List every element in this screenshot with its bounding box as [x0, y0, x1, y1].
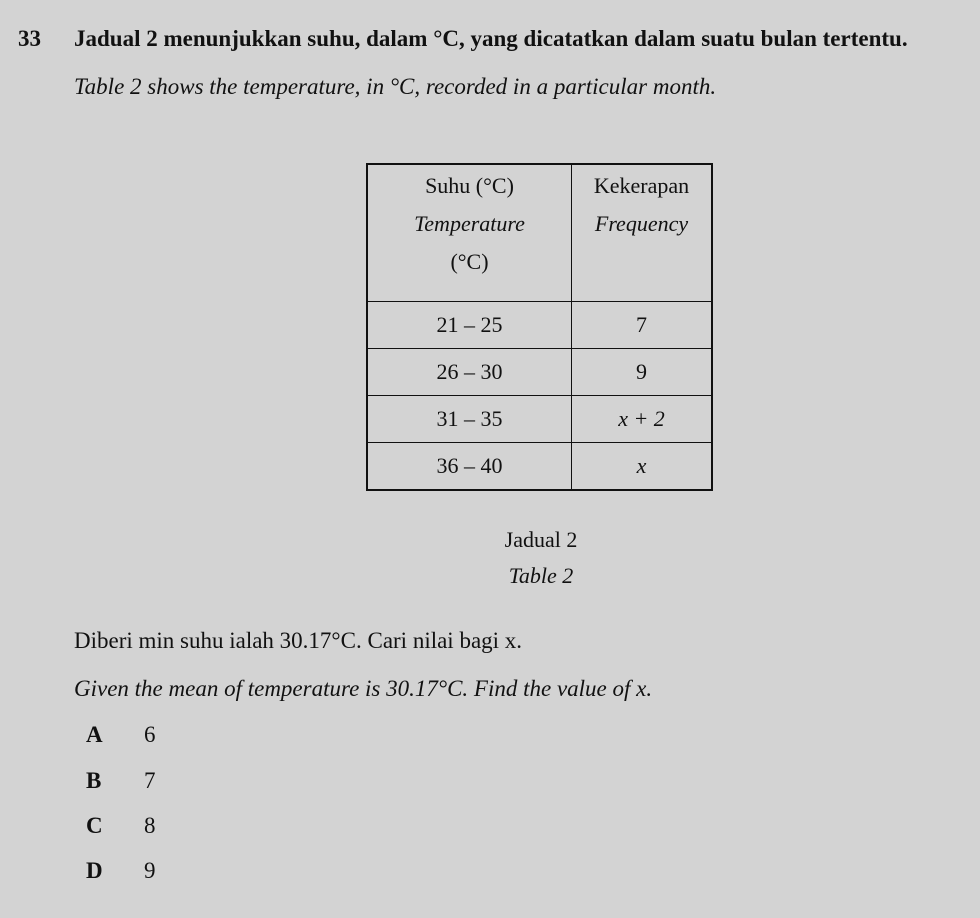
header-frequency: [572, 164, 713, 302]
table-row: [367, 349, 712, 396]
frequency-cell: 9: [572, 349, 713, 396]
header-temperature-malay: Suhu (°C): [425, 173, 514, 198]
given-text-malay: Diberi min suhu ialah 30.17°C. Cari nilai bagi x.: [74, 628, 523, 653]
table-row: [367, 396, 712, 443]
table-caption-english: Table 2: [508, 563, 574, 588]
option-value: 6: [144, 722, 156, 747]
table-header-row: [367, 164, 712, 302]
option-letter: A: [86, 722, 103, 747]
question-number: 33: [18, 26, 41, 51]
header-temperature-english: Temperature: [414, 211, 525, 236]
option-value: 8: [144, 813, 156, 838]
option-value: 7: [144, 768, 156, 793]
table-caption-malay: Jadual 2: [504, 527, 578, 552]
frequency-cell: x + 2: [572, 396, 713, 443]
temperature-cell: 21 – 25: [367, 302, 572, 349]
question-text-malay: Jadual 2 menunjukkan suhu, dalam °C, yang dicatatkan dalam suatu bulan tertentu.: [74, 26, 908, 51]
temperature-cell: 31 – 35: [367, 396, 572, 443]
temperature-cell: 36 – 40: [367, 443, 572, 491]
option-d[interactable]: [86, 858, 156, 884]
option-letter: D: [86, 858, 103, 883]
question-text-english: Table 2 shows the temperature, in °C, recorded in a particular month.: [74, 74, 717, 99]
given-text-english: Given the mean of temperature is 30.17°C. Find the value of x.: [74, 676, 653, 701]
header-temperature: [367, 164, 572, 302]
temperature-cell: 26 – 30: [367, 349, 572, 396]
header-frequency-english: Frequency: [594, 211, 689, 236]
header-frequency-malay: Kekerapan: [593, 173, 690, 198]
option-letter: B: [86, 768, 102, 793]
option-a[interactable]: [86, 722, 156, 748]
header-temperature-unit: (°C): [450, 249, 489, 274]
option-letter: C: [86, 813, 103, 838]
frequency-table: [366, 163, 713, 491]
frequency-cell: x: [572, 443, 713, 491]
table-row: [367, 302, 712, 349]
frequency-cell: 7: [572, 302, 713, 349]
option-value: 9: [144, 858, 156, 883]
option-b[interactable]: [86, 768, 156, 794]
table-row: [367, 443, 712, 491]
option-c[interactable]: [86, 813, 156, 839]
